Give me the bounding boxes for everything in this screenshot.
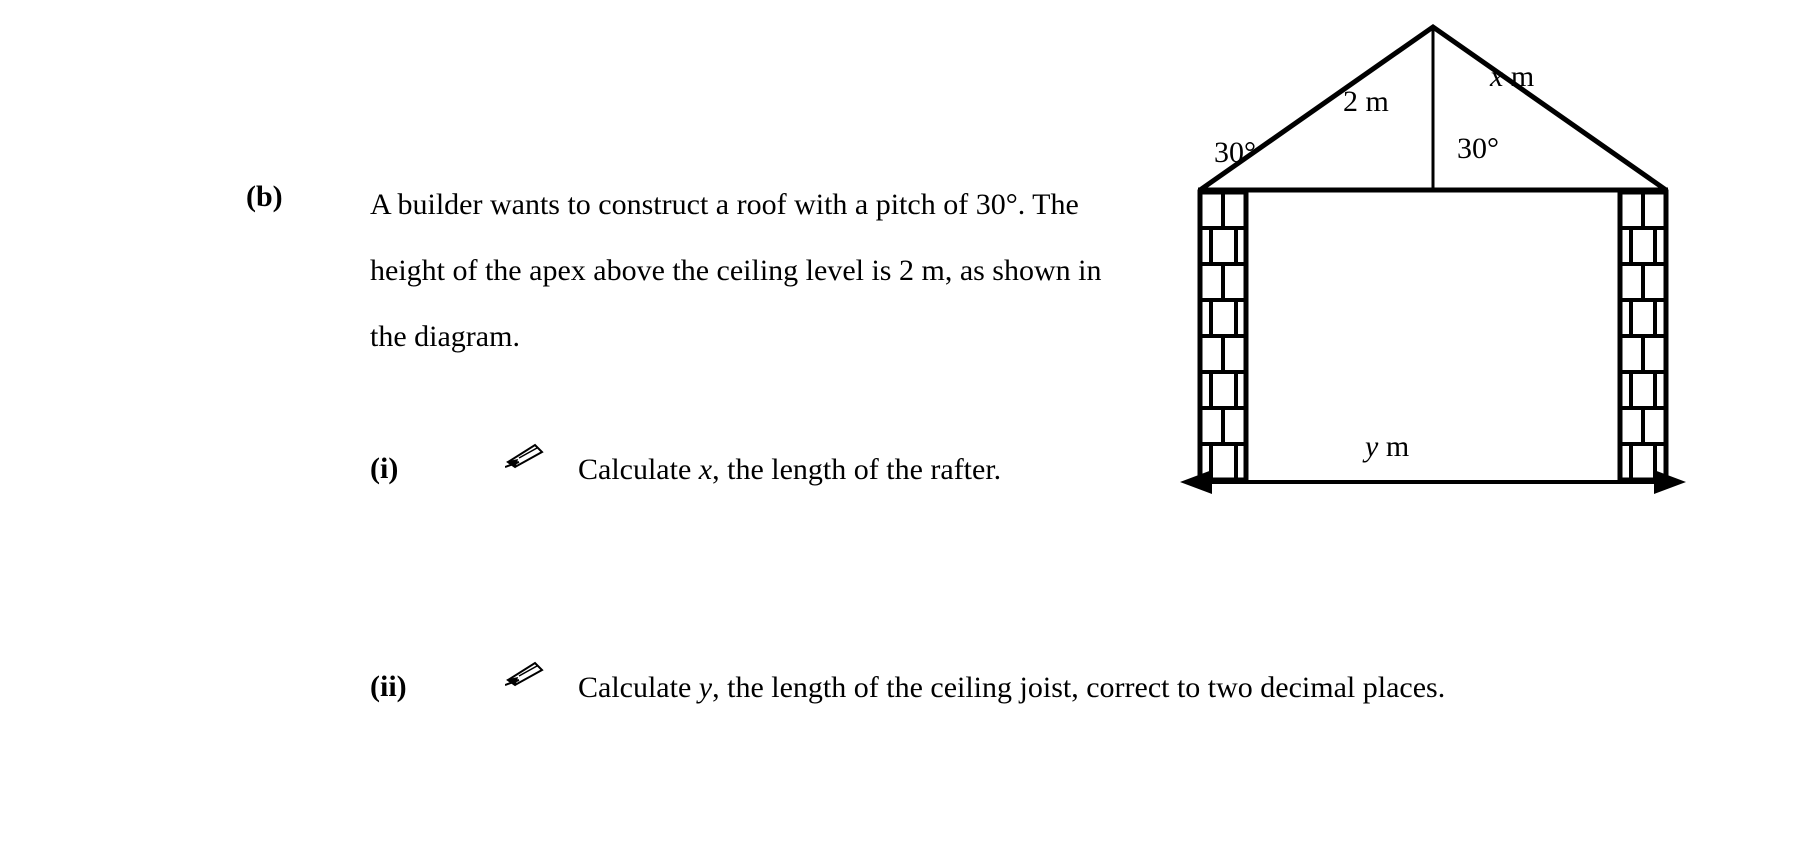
pen-nib-icon [505,658,545,688]
item-i-text-after: , the length of the rafter. [712,453,1002,486]
pen-nib-icon [505,440,545,470]
item-ii-variable: y [698,671,713,704]
rafter-length-label [1490,60,1534,94]
item-i-variable: x [698,453,713,486]
rafter-variable: x [1490,60,1504,93]
angle-left-label: 30° [1214,136,1256,169]
item-label-ii: (ii) [370,670,407,703]
joist-length-label [1365,430,1409,464]
span-dimension-arrow [1180,470,1686,494]
part-label-b: (b) [246,180,283,213]
item-label-i: (i) [370,452,399,485]
question-stem: A builder wants to construct a roof with a pitch of 30°. The height of the apex above the ceiling level is 2 m, as shown in the diagram. [370,188,1102,353]
right-wall-bricks [1620,192,1666,480]
joist-variable: y [1365,430,1379,463]
angle-right-label: 30° [1457,132,1499,165]
item-ii-text-after: , the length of the ceiling joist, correct to two decimal places. [712,671,1446,704]
roof-diagram [1150,0,1810,520]
joist-unit: m [1385,430,1410,463]
roof-diagram-svg [1150,0,1810,520]
apex-height-label: 2 m [1343,85,1389,118]
rafter-unit: m [1510,60,1535,93]
left-wall-bricks [1200,192,1246,480]
item-text-i [578,437,1138,503]
item-i-text-before: Calculate [578,453,699,486]
item-text-ii [578,655,1618,721]
item-ii-text-before: Calculate [578,671,699,704]
